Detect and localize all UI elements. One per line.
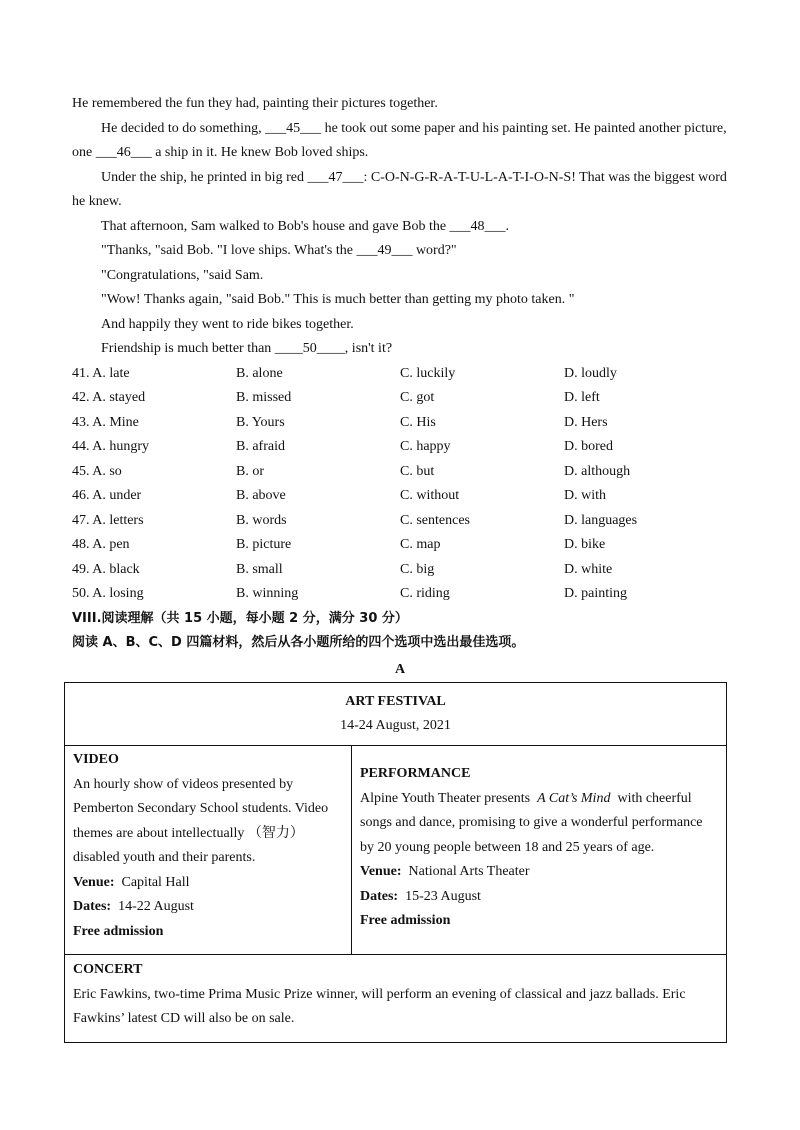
option-choice: D. left xyxy=(564,390,600,405)
option-choice: D. bored xyxy=(564,439,613,454)
cloze-passage xyxy=(72,92,728,362)
option-choice: C. but xyxy=(400,463,435,479)
video-dates xyxy=(73,895,343,920)
passage-line: Under the ship, he printed in big red ___47___: C-O-N-G-R-A-T-U-L-A-T-I-O-N-S! That was the biggest word he knew. xyxy=(72,169,727,209)
option-choice: 48. A. pen xyxy=(72,537,130,552)
option-row xyxy=(72,484,728,509)
option-choice: C. happy xyxy=(400,439,451,454)
performance-intro: Alpine Youth Theater presents xyxy=(360,790,531,806)
option-row xyxy=(72,386,728,411)
venue-value: Capital Hall xyxy=(121,874,190,890)
dates-label: Dates: xyxy=(360,888,399,904)
passage-line: And happily they went to ride bikes together. xyxy=(101,316,354,332)
option-choice: 50. A. losing xyxy=(72,586,144,601)
option-choice: D. bike xyxy=(564,537,606,552)
option-choice: 41. A. late xyxy=(72,365,130,381)
festival-dates: 14-24 August, 2021 xyxy=(340,718,451,733)
festival-title: ART FESTIVAL xyxy=(345,694,446,709)
option-row xyxy=(72,509,728,534)
option-choice: C. His xyxy=(400,414,436,430)
performance-cell xyxy=(352,746,727,955)
option-row xyxy=(72,362,728,387)
option-choice: D. white xyxy=(564,561,613,577)
option-choice: B. Yours xyxy=(236,414,285,430)
option-choice: 47. A. letters xyxy=(72,512,144,528)
passage-line: Friendship is much better than ____50____, isn't it? xyxy=(101,341,393,356)
video-venue xyxy=(73,871,343,896)
answer-options xyxy=(72,362,728,607)
video-description: An hourly show of videos presented by Pemberton Secondary School students. Video themes are about intellectually （智力） disabled youth and their parents. xyxy=(73,776,329,865)
option-row xyxy=(72,411,728,436)
dates-value: 15-23 August xyxy=(405,888,481,904)
option-row xyxy=(72,533,728,558)
option-choice: D. although xyxy=(564,463,631,479)
option-choice: C. riding xyxy=(400,586,450,601)
option-choice: C. without xyxy=(400,488,460,503)
passage-line: He remembered the fun they had, painting their pictures together. xyxy=(72,96,438,111)
option-choice: B. winning xyxy=(236,586,299,601)
option-row xyxy=(72,582,728,607)
section-heading: VIII.阅读理解（共 15 小题，每小题 2 分，满分 30 分） xyxy=(72,610,408,626)
option-choice: C. got xyxy=(400,390,435,405)
option-choice: D. languages xyxy=(564,512,638,528)
document-page xyxy=(72,92,728,683)
concert-description: Eric Fawkins, two-time Prima Music Prize winner, will perform an evening of classical and jazz ballads. Eric Fawkins’ latest CD will also be on sale. xyxy=(73,986,686,1026)
option-choice: C. map xyxy=(400,537,441,552)
performance-title: PERFORMANCE xyxy=(360,766,471,781)
option-choice: D. painting xyxy=(564,586,627,601)
festival-header xyxy=(65,683,727,746)
option-choice: C. big xyxy=(400,561,435,577)
option-row xyxy=(72,460,728,485)
option-choice: B. picture xyxy=(236,537,292,552)
dates-label: Dates: xyxy=(73,899,112,914)
option-row xyxy=(72,435,728,460)
option-choice: C. sentences xyxy=(400,512,470,528)
festival-table xyxy=(64,682,727,1043)
option-choice: 43. A. Mine xyxy=(72,414,139,430)
video-admission: Free admission xyxy=(73,923,164,939)
option-choice: D. with xyxy=(564,488,606,503)
option-choice: B. missed xyxy=(236,390,292,405)
option-row xyxy=(72,558,728,583)
venue-label: Venue: xyxy=(73,874,115,890)
option-choice: B. afraid xyxy=(236,439,285,454)
option-choice: B. or xyxy=(236,463,264,479)
venue-value: National Arts Theater xyxy=(408,864,530,879)
option-choice: 46. A. under xyxy=(72,488,142,503)
option-choice: 49. A. black xyxy=(72,561,140,577)
option-choice: 45. A. so xyxy=(72,463,122,479)
concert-cell xyxy=(65,955,727,1043)
option-choice: B. words xyxy=(236,512,287,528)
passage-letter: A xyxy=(394,661,406,677)
option-choice: 44. A. hungry xyxy=(72,439,149,454)
option-choice: C. luckily xyxy=(400,365,456,381)
performance-rest: with cheerful songs and dance, promising to give a wonderful performance by 20 young people between 18 and 25 years of age. xyxy=(360,790,703,855)
performance-dates xyxy=(360,885,718,910)
option-choice: B. alone xyxy=(236,365,283,381)
performance-admission: Free admission xyxy=(360,913,451,928)
option-choice: B. small xyxy=(236,561,283,577)
performance-venue xyxy=(360,860,718,885)
video-title: VIDEO xyxy=(73,752,119,767)
option-choice: B. above xyxy=(236,488,286,503)
passage-line: "Wow! Thanks again, "said Bob." This is much better than getting my photo taken. " xyxy=(101,292,575,307)
option-choice: D. Hers xyxy=(564,414,608,430)
passage-line: He decided to do something, ___45___ he took out some paper and his painting set. He painted another picture, one ___46___ a ship in it. He knew Bob loved ships. xyxy=(72,120,727,160)
show-title: A Cat’s Mind xyxy=(537,790,611,806)
passage-line: "Congratulations, "said Sam. xyxy=(101,267,264,283)
video-cell xyxy=(65,746,352,955)
performance-description xyxy=(360,787,718,861)
section-instruction: 阅读 A、B、C、D 四篇材料，然后从各小题所给的四个选项中选出最佳选项。 xyxy=(72,634,525,650)
passage-line: "Thanks, "said Bob. "I love ships. What's the ___49___ word?" xyxy=(101,243,457,258)
concert-title: CONCERT xyxy=(73,962,143,977)
venue-label: Venue: xyxy=(360,864,402,879)
option-choice: 42. A. stayed xyxy=(72,390,146,405)
dates-value: 14-22 August xyxy=(118,899,194,914)
option-choice: D. loudly xyxy=(564,365,617,381)
passage-line: That afternoon, Sam walked to Bob's house and gave Bob the ___48___. xyxy=(101,218,510,234)
